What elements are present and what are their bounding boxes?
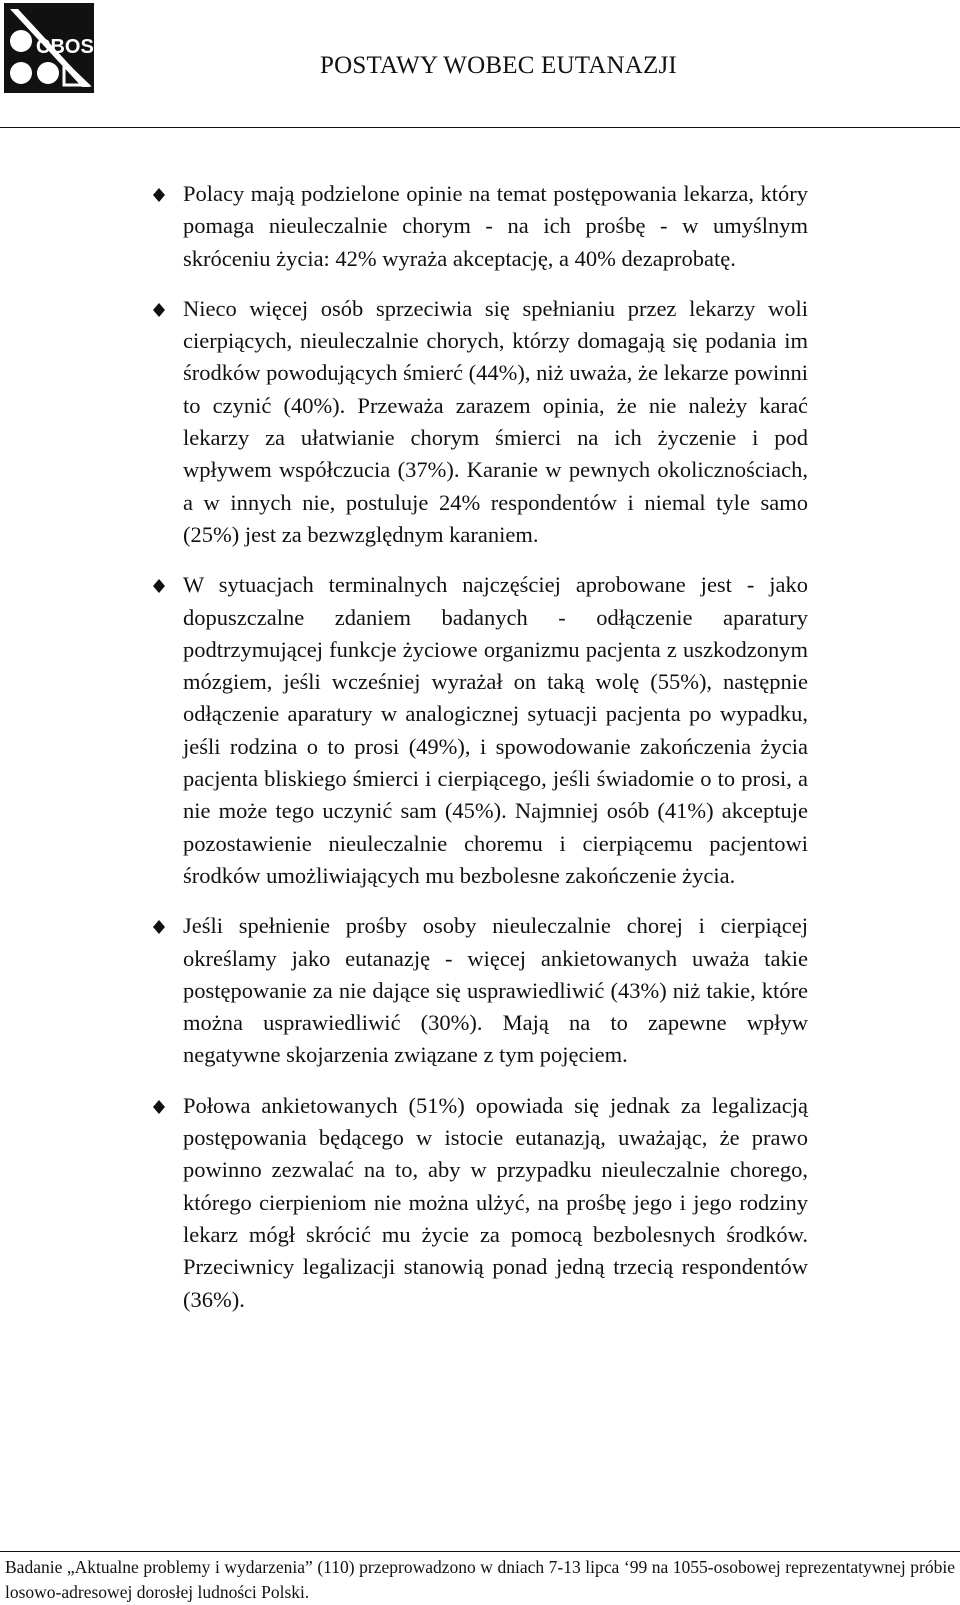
- footnote: Badanie „Aktualne problemy i wydarzenia” (110) przeprowadzono w dniach 7-13 lipca ‘99 na 1055-osobowej reprezentatywnej próbie losowo-adresowej dorosłej ludności Polski.: [5, 1557, 955, 1602]
- summary-bullet-2: [152, 293, 808, 551]
- summary-bullet-4: [152, 910, 808, 1071]
- summary-bullet-list: [152, 178, 808, 1316]
- diamond-icon: [153, 920, 165, 934]
- bullet-text: Nieco więcej osób sprzeciwia się spełnianiu przez lekarzy woli cierpiących, nieuleczalnie chorych, którzy domagają się podania im środków powodujących śmierć (44%), niż uważa, że lekarze powinni to czynić (40%). Przeważa zarazem opinia, że nie należy karać lekarzy za ułatwianie chorym śmierci na ich życzenie i pod wpływem współczucia (37%). Karanie w pewnych okolicznościach, a w innych nie, postuluje 24% respondentów i niemal tyle samo (25%) jest za bezwzględnym karaniem.: [183, 295, 808, 547]
- diamond-icon: [153, 188, 165, 202]
- summary-bullet-1: [152, 178, 808, 275]
- footer-divider: [0, 1551, 960, 1552]
- diamond-icon: [153, 579, 165, 593]
- header-divider: [0, 127, 960, 128]
- summary-bullet-3: [152, 569, 808, 892]
- bullet-text: W sytuacjach terminalnych najczęściej aprobowane jest - jako dopuszczalne zdaniem badanych - odłączenie aparatury podtrzymującej funkcje życiowe organizmu pacjenta z uszkodzonym mózgiem, jeśli wcześniej wyrażał on taką wolę (55%), następnie odłączenie aparatury w analogicznej sytuacji pacjenta po wypadku, jeśli rodzina o to prosi (49%), i spowodowanie zakończenia życia pacjenta bliskiego śmierci i cierpiącego, jeśli świadomie o to prosi, a nie może tego uczynić sam (45%). Najmniej osób (41%) akceptuje pozostawienie nieuleczalnie choremu i cierpiącemu pacjentowi środków umożliwiających mu bezbolesne zakończenie życia.: [183, 572, 808, 888]
- logo-wordmark: CBOS: [36, 36, 94, 58]
- bullet-text: Polacy mają podzielone opinie na temat postępowania lekarza, który pomaga nieuleczalnie chorym - na ich prośbę - w umyślnym skróceniu życia: 42% wyraża akceptację, a 40% dezaprobatę.: [183, 181, 808, 271]
- bullet-text: Jeśli spełnienie prośby osoby nieuleczalnie chorej i cierpiącej określamy jako eutanazję - więcej ankietowanych uważa takie postępowanie za nie dające się usprawiedliwić (43%) niż takie, które można usprawiedliwić (30%). Mają na to zapewne wpływ negatywne skojarzenia związane z tym pojęciem.: [183, 913, 808, 1068]
- bullet-text: Połowa ankietowanych (51%) opowiada się jednak za legalizacją postępowania będącego w istocie eutanazją, uważając, że prawo powinno zezwalać na to, aby w przypadku nieuleczalnie chorego, którego cierpieniom nie można ulżyć, na prośbę jego i jego rodziny lekarz mógł skrócić mu życie za pomocą bezbolesnych środków. Przeciwnicy legalizacji stanowią ponad jedną trzecią respondentów (36%).: [183, 1092, 808, 1312]
- diamond-icon: [153, 303, 165, 317]
- cbos-logo: [4, 3, 94, 93]
- summary-bullet-5: [152, 1090, 808, 1316]
- cbos-logo-graphic: [4, 3, 94, 93]
- page-title: POSTAWY WOBEC EUTANAZJI: [320, 52, 677, 79]
- diamond-icon: [153, 1100, 165, 1114]
